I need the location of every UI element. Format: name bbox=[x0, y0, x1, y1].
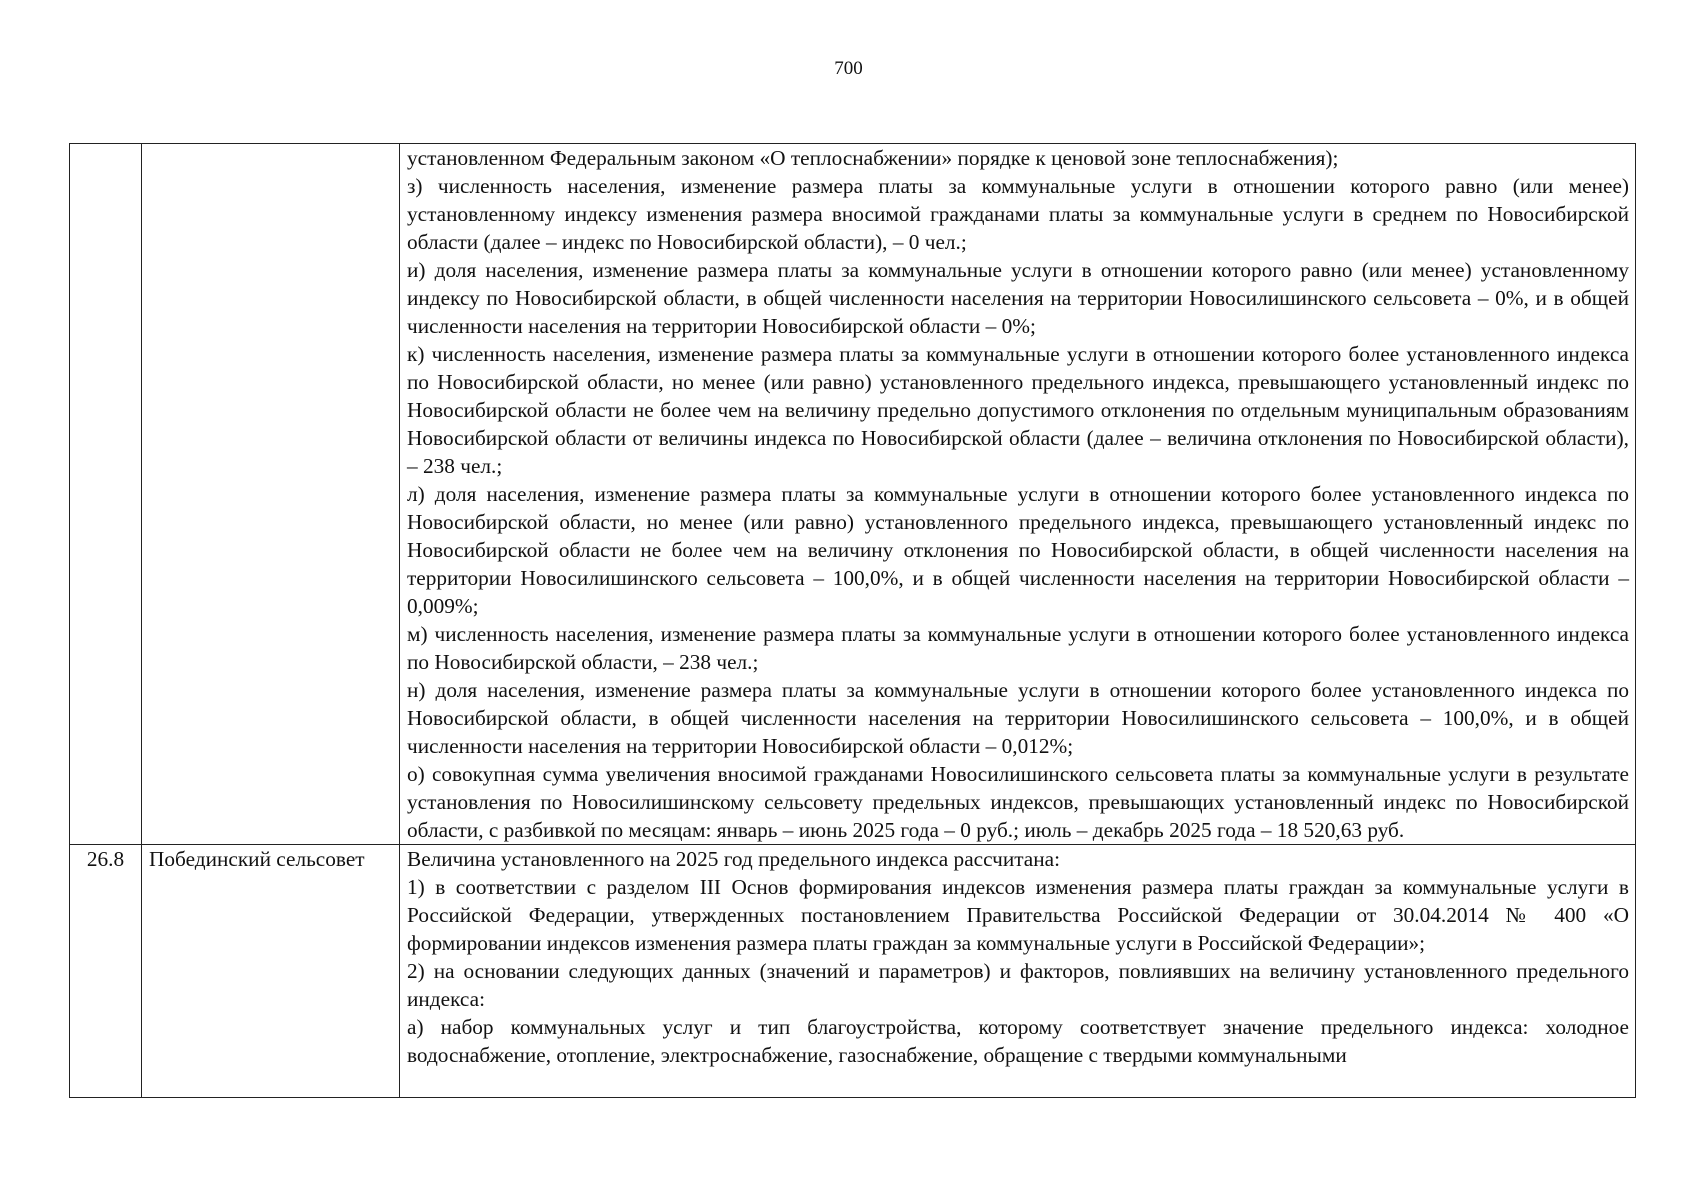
paragraph: к) численность населения, изменение размера платы за коммунальные услуги в отношении которого более установленного индекса по Новосибирской области, но менее (или равно) установленного предельного индекса, превышающего установленный индекс по Новосибирской области не более чем на величину предельно допустимого отклонения по отдельным муниципальным образованиям Новосибирской области от величины индекса по Новосибирской области (далее – величина отклонения по Новосибирской области), – 238 чел.; bbox=[407, 342, 1629, 478]
description-cell bbox=[400, 144, 1636, 845]
page-number: 700 bbox=[834, 58, 863, 79]
table-row bbox=[70, 845, 1636, 1098]
paragraph: н) доля населения, изменение размера платы за коммунальные услуги в отношении которого более установленного индекса по Новосибирской области, в общей численности населения на территории Новосилишинского сельсовета – 100,0%, и в общей численности населения на территории Новосибирской области – 0,012%; bbox=[407, 678, 1629, 758]
paragraph: Величина установленного на 2025 год предельного индекса рассчитана: bbox=[407, 847, 1061, 871]
paragraph: м) численность населения, изменение размера платы за коммунальные услуги в отношении которого более установленного индекса по Новосибирской области, – 238 чел.; bbox=[407, 622, 1629, 674]
paragraph: л) доля населения, изменение размера платы за коммунальные услуги в отношении которого более установленного индекса по Новосибирской области, но менее (или равно) установленного предельного индекса, превышающего установленный индекс по Новосибирской области не более чем на величину отклонения по Новосибирской области, в общей численности населения на территории Новосилишинского сельсовета – 100,0%, и в общей численности населения на территории Новосибирской области – 0,009%; bbox=[407, 482, 1629, 618]
row-number-cell bbox=[70, 144, 142, 845]
description-content bbox=[407, 845, 1629, 1097]
description-cell bbox=[400, 845, 1636, 1098]
municipality-name-cell: Побединский сельсовет bbox=[142, 845, 400, 1098]
table-row bbox=[70, 144, 1636, 845]
paragraph: о) совокупная сумма увеличения вносимой гражданами Новосилишинского сельсовета платы за коммунальные услуги в результате установления по Новосилишинскому сельсовету предельных индексов, превышающих установленный индекс по Новосибирской области, с разбивкой по месяцам: январь – июнь 2025 года – 0 руб.; июль – декабрь 2025 года – 18 520,63 руб. bbox=[407, 762, 1629, 842]
paragraph: 2) на основании следующих данных (значений и параметров) и факторов, повлиявших на величину установленного предельного индекса: bbox=[407, 959, 1629, 1011]
paragraph: и) доля населения, изменение размера платы за коммунальные услуги в отношении которого равно (или менее) установленному индексу по Новосибирской области, в общей численности населения на территории Новосилишинского сельсовета – 0%, и в общей численности населения на территории Новосибирской области – 0%; bbox=[407, 258, 1629, 338]
document-table bbox=[69, 143, 1636, 1098]
paragraph: а) набор коммунальных услуг и тип благоустройства, которому соответствует значение предельного индекса: холодное водоснабжение, отопление, электроснабжение, газоснабжение, обращение с твердыми коммунальными bbox=[407, 1015, 1629, 1067]
row-number-cell: 26.8 bbox=[70, 845, 142, 1098]
municipality-name-cell bbox=[142, 144, 400, 845]
paragraph: 1) в соответствии с разделом III Основ формирования индексов изменения размера платы граждан за коммунальные услуги в Российской Федерации, утвержденных постановлением Правительства Российской Федерации от 30.04.2014 № 400 «О формировании индексов изменения размера платы граждан за коммунальные услуги в Российской Федерации»; bbox=[407, 875, 1629, 955]
paragraph: з) численность населения, изменение размера платы за коммунальные услуги в отношении которого равно (или менее) установленному индексу изменения размера вносимой гражданами платы за коммунальные услуги в среднем по Новосибирской области (далее – индекс по Новосибирской области), – 0 чел.; bbox=[407, 174, 1629, 254]
paragraph: установленном Федеральным законом «О теплоснабжении» порядке к ценовой зоне теплоснабжения); bbox=[407, 146, 1339, 170]
